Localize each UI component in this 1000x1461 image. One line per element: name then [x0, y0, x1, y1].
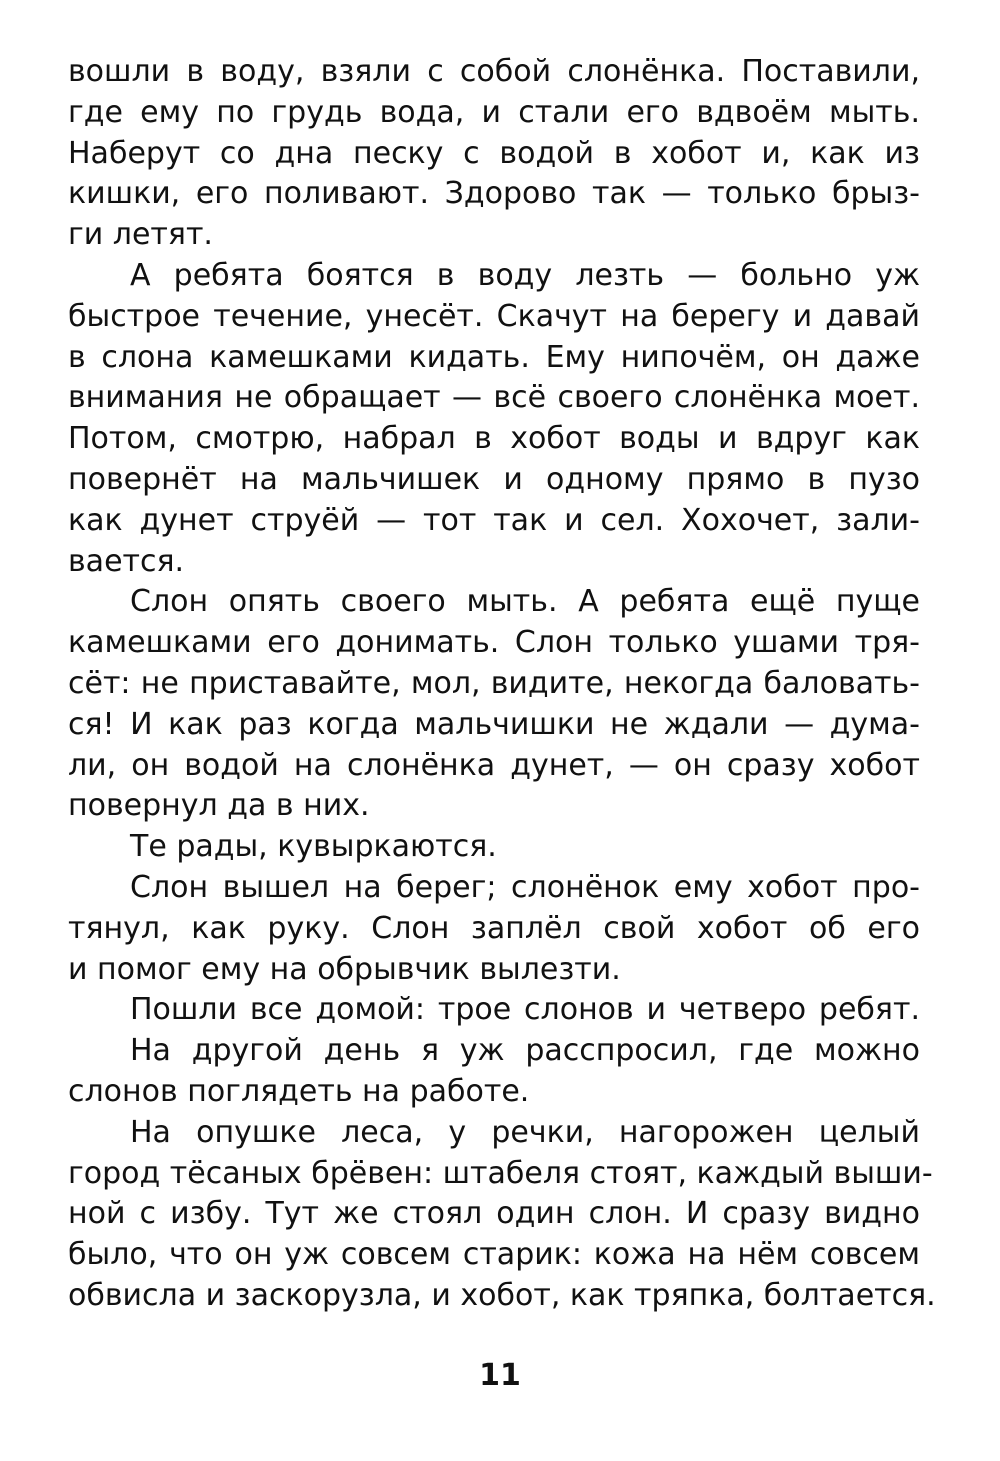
text-line: Слон опять своего мыть. А ребята ещё пуще [130, 584, 920, 620]
text-line: На опушке леса, у речки, нагорожен целый [130, 1114, 920, 1150]
text-line: ли, он водой на слонёнка дунет, — он сразу хобот [68, 747, 920, 783]
text-line: и помог ему на обрывчик вылезти. [68, 951, 621, 987]
text-line: как дунет струёй — тот так и сел. Хохочет, зали- [68, 502, 920, 538]
text-line: тянул, как руку. Слон заплёл свой хобот об его [68, 910, 920, 946]
text-line: слонов поглядеть на работе. [68, 1073, 530, 1109]
text-line: повернёт на мальчишек и одному прямо в пузо [68, 461, 920, 497]
text-line: Те рады, кувыркаются. [130, 829, 497, 865]
body-text [68, 52, 936, 1317]
text-line: ги летят. [68, 217, 213, 253]
text-line: вается. [68, 543, 185, 579]
text-line: вошли в воду, взяли с собой слонёнка. Поставили, [68, 54, 920, 89]
text-line: ся! И как раз когда мальчишки не ждали — дума- [68, 706, 920, 742]
text-line: сёт: не приставайте, мол, видите, некогда баловать- [68, 665, 920, 701]
text-line: в слона камешками кидать. Ему нипочём, он даже [68, 339, 920, 375]
text-line: где ему по грудь вода, и стали его вдвоём мыть. [68, 94, 920, 130]
text-line: быстрое течение, унесёт. Скачут на берегу и давай [68, 298, 920, 334]
text-line: кишки, его поливают. Здорово так — только брыз- [68, 176, 920, 212]
text-line: А ребята боятся в воду лезть — больно уж [130, 257, 920, 293]
text-line: На другой день я уж расспросил, где можно [130, 1033, 920, 1069]
text-line: ной с избу. Тут же стоял один слон. И сразу видно [68, 1196, 920, 1232]
text-line: внимания не обращает — всё своего слонёнка моет. [68, 380, 920, 416]
text-line: обвисла и заскорузла, и хобот, как тряпка, болтается. [68, 1277, 936, 1313]
text-line: Слон вышел на берег; слонёнок ему хобот про- [130, 869, 920, 905]
text-line: Наберут со дна песку с водой в хобот и, как из [68, 135, 920, 171]
text-line: Пошли все домой: трое слонов и четверо ребят. [130, 992, 920, 1028]
text-line: Потом, смотрю, набрал в хобот воды и вдруг как [68, 421, 920, 457]
text-line: камешками его донимать. Слон только ушами тря- [68, 625, 920, 661]
text-line: было, что он уж совсем старик: кожа на нём совсем [68, 1237, 920, 1273]
text-line: повернул да в них. [68, 788, 370, 824]
text-line: город тёсаных брёвен: штабеля стоят, каждый выши- [68, 1155, 933, 1191]
page-number: 11 [479, 1358, 521, 1393]
